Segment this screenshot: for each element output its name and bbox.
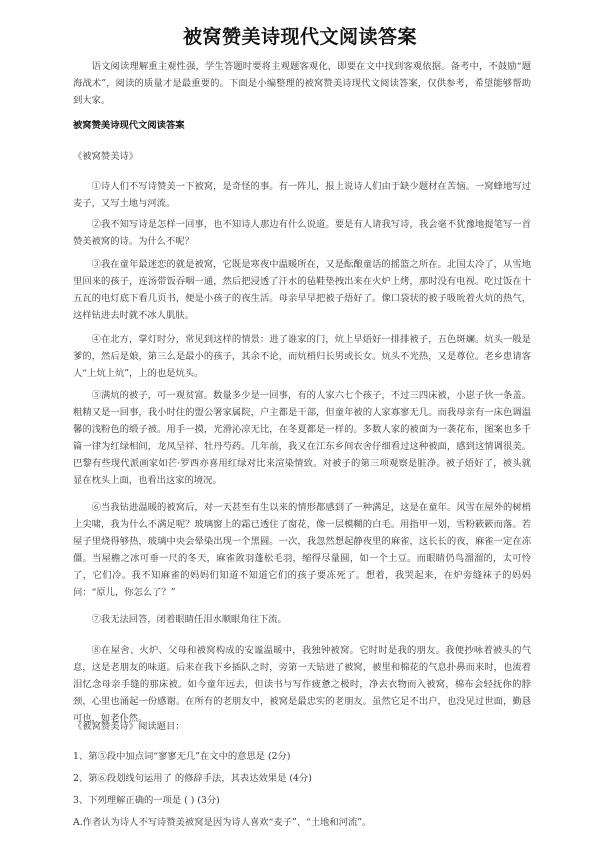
questions-title: 《被窝赞美诗》阅读题目： xyxy=(73,721,185,732)
paragraph-7: ⑦我无法回答，闭着眼睛任泪水顺眼角往下流。 xyxy=(91,614,287,625)
question-3-option-a: A.作者认为诗人不写诗赞美被窝是因为诗人喜欢“麦子”、“土地和河流”。 xyxy=(73,817,372,828)
paragraph-6: ⑥当我钻进温暖的被窝后，对一天甚至有生以来的情形都感到了一种满足，这是在童年。风雪在屋外的树梢上尖啸，我为什么不满足呢？玻璃窗上的霜已透住了窗花，像一层模糊的白毛。用指甲一划，雪粉簌簌而落。若屋子里烧得够热，玻璃中央会晕染出现一个黑圆。一次，我忽然想起静夜里的麻雀，这长长的夜，麻雀一定在冻僵。当屋檐之冰可垂一尺的冬天，麻雀敛羽蓬松毛羽，缩得尽量圆，如一个土豆。而眼睛仍鸟溜溜的，太可怜了，它们冷。我不知麻雀的妈妈们知道不知道它们的孩子要冻死了。想着，我哭起来，在炉旁缝袜子的妈妈问：“原儿，你怎么了？” xyxy=(73,502,531,598)
paragraph-3: ③我在童年最迷恋的就是被窝，它既是寒夜中温暖所在，又是酝酿童话的摇篮之所在。北国太冷了，从雪地里回来的孩子，连汤带饭吞咽一通，然后把浸透了汗水的毡鞋垫拽出来在火炉上烤，那时没有电视。吃过饭在十五瓦的电灯底下看几页书，便是小孩子的夜生活。母亲早早把被子焐好了。像口袋状的被子吸吮着火炕的热气，这样钻进去时就不冰人肌肤。 xyxy=(73,259,531,321)
intro-paragraph: 语文阅读理解重主观性强，学生答题时要将主观题客观化，即要在文中找到客观依据。备考中，不鼓励“题海战术”，阅读的质量才是最重要的。下面是小编整理的被窝赞美诗现代文阅读答案，仅供参考，希望能够帮助到大家。 xyxy=(73,61,531,106)
question-2: 2、第⑥段划线句运用了 的修辞手法，其表达效果是 (4分) xyxy=(73,773,312,784)
paragraph-5: ⑤满炕的被子，可一观贫富。数量多少是一回事，有的人家六七个孩子，不过三四床被，小崽子伙一条盖。粗精又是一回事，我小时住的盟公署家属院，户主都是干部，但童年被的人家寡寥无几。而我母亲有一床色调温馨的浅粉色的缎子被。用手一摸，光滑沁凉无比，在冬夏都是一样的。多数人家的被面为一袭花布，图案也多千篇一律为红绿相间，龙凤呈祥、牡丹芍药。几年前，我又在江东乡间农舍仔细看过这种被面，感到这情调很美。巴黎有些现代派画家如芒·罗西亦喜用红绿对比来渲染情致。对被子的第三项观察是脏净。被子焐好了，被头就显在枕头上面，也看出这家的境况。 xyxy=(73,390,531,486)
poem-title: 《被窝赞美诗》 xyxy=(73,151,139,162)
paragraph-8: ⑧在屋舍、火炉、父母和被窝构成的安谧温暖中，我独钟被窝。它时时是我的朋友。我便抄咏着被头的气息，这是老朋友的味道。后来在我下乡插队之时，旁第一天钻进了被窝，被里和棉花的气息扑鼻而来时，也流着泪忆念母亲手缝的那床被。如今童年远去，但读书与写作疲惫之极时，净去衣物而入被窝，棉布会轻抚你的脖颈，心里也涌起一份感谢。在所有的老朋友中，被窝是最忠实的老朋友。虽然它足不出户，也没见过世面，勤恳可也，如老仆然。 xyxy=(73,645,531,724)
paragraph-2: ②我不知写诗是怎样一回事，也不知诗人那边有什么说道。要是有人请我写诗，我会毫不犹豫地提笔写一首赞美被窝的诗。为什么不呢？ xyxy=(73,219,531,247)
section-heading: 被窝赞美诗现代文阅读答案 xyxy=(73,120,185,131)
page-title: 被窝赞美诗现代文阅读答案 xyxy=(182,26,417,48)
question-1: 1、第⑤段中加点词“寥寥无几”在文中的意思是 (2分) xyxy=(73,751,291,762)
paragraph-4: ④在北方，掌灯时分，常见到这样的情景：进了谁家的门，炕上早焐好一排排被子，五色斑斓。炕头一般是爹的，然后是娘，第三么是最小的孩子，其余不论，而炕梢归长男或长女。炕头不光热，又是尊位。老乡患请客人“上炕上炕”，上的也是炕头。 xyxy=(73,334,531,379)
question-3: 3、下列理解正确的一项是 ( ) (3分) xyxy=(73,795,220,806)
paragraph-1: ①诗人们不写诗赞美一下被窝，是奇怪的事。有一阵儿，报上说诗人们由于缺少题材在苦恼。一窝蜂地写过麦子，又写土地与河流。 xyxy=(73,181,531,209)
